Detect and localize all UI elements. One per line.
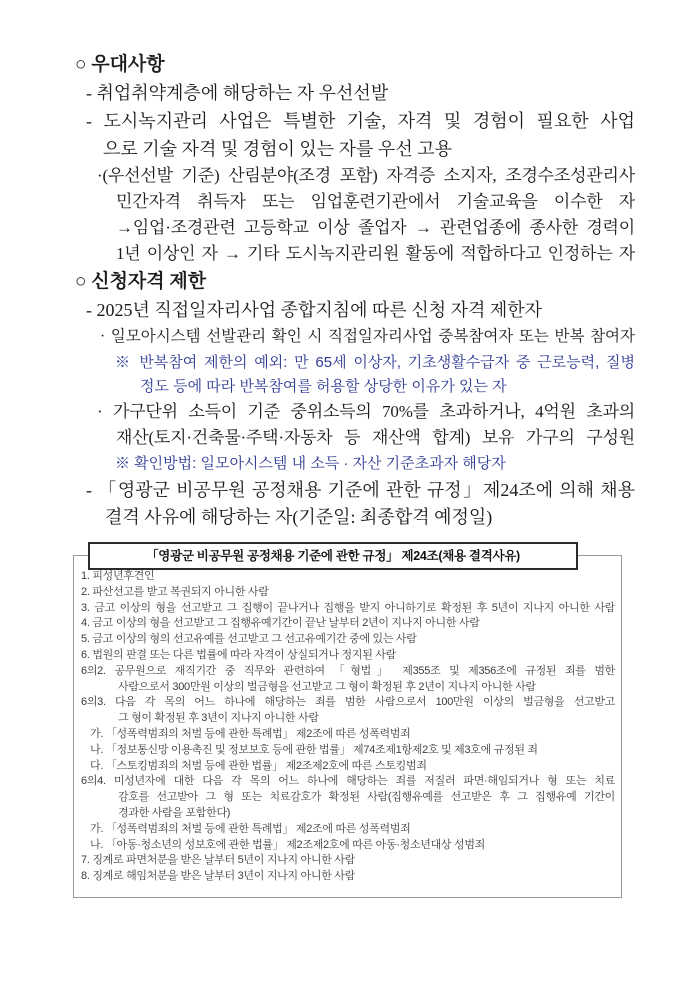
body-line: 1년 이상인 자 → 기타 도시녹지관리원 활동에 적합하다고 인정하는 자 — [116, 244, 635, 263]
body-line: 민간자격 취득자 또는 임업훈련기관에서 기술교육을 이수한 자 — [116, 192, 635, 211]
body-line: · 가구단위 소득이 기준 중위소득의 70%를 초과하거나, 4억원 초과의 — [97, 402, 635, 421]
body-line: 재산(토지·건축물·주택·자동차 등 재산액 합계) 보유 가구의 구성원 — [116, 428, 635, 447]
box-line: 1. 피성년후견인 — [81, 570, 155, 582]
box-line: 그 형이 확정된 후 3년이 지나지 아니한 사람 — [118, 712, 319, 725]
box-line: 다. 「스토킹범죄의 처벌 등에 관한 법률」 제2조제2호에 따른 스토킹범죄 — [90, 759, 427, 772]
body-line: ※ 반복참여 제한의 예외: 만 65세 이상자, 기초생활수급자 중 근로능력, 질병 — [115, 354, 635, 371]
body-line: ○ 신청자격 제한 — [75, 271, 207, 292]
box-line: 나. 「정보통신망 이용촉진 및 정보보호 등에 관한 법률」 제74조제1항제2호 및 제3호에 규정된 죄 — [90, 743, 538, 756]
box-line: 2. 파산선고를 받고 복권되지 아니한 사람 — [81, 585, 269, 598]
box-line: 6의3. 다음 각 목의 어느 하나에 해당하는 죄를 범한 사람으로서 100만원 이상의 벌금형을 선고받고 — [81, 696, 615, 709]
box-line: 5. 금고 이상의 형의 선고유예를 선고받고 그 선고유예기간 중에 있는 사람 — [81, 633, 417, 646]
box-line: 가. 「성폭력범죄의 처벌 등에 관한 특례법」 제2조에 따른 성폭력범죄 — [90, 727, 411, 740]
box-line: 7. 징계로 파면처분을 받은 날부터 5년이 지나지 아니한 사람 — [81, 854, 355, 867]
box-line: 사람으로서 300만원 이상의 벌금형을 선고받고 그 형이 확정된 후 2년이 지나지 아니한 사람 — [118, 680, 536, 693]
regulation-box — [73, 549, 622, 898]
body-line: ·(우선선발 기준) 산림분야(조경 포함) 자격증 소지자, 조경수조성관리사 — [97, 166, 635, 185]
body-line: ※ 확인방법: 일모아시스템 내 소득 · 자산 기준초과자 해당자 — [115, 455, 506, 472]
body-line: ○ 우대사항 — [75, 54, 165, 75]
body-line: 결격 사유에 해당하는 자(기준일: 최종합격 예정일) — [105, 507, 493, 527]
body-line: →임업·조경관련 고등학교 이상 졸업자 → 관련업종에 종사한 경력이 — [116, 218, 635, 237]
body-line: 정도 등에 따라 반복참여를 허용할 상당한 이유가 있는 자 — [140, 378, 507, 395]
box-line: 경과한 사람을 포함한다) — [118, 806, 231, 819]
box-line: 8. 징계로 해임처분을 받은 날부터 3년이 지나지 아니한 사람 — [81, 870, 355, 883]
box-line: 가. 「성폭력범죄의 처벌 등에 관한 특례법」 제2조에 따른 성폭력범죄 — [90, 822, 411, 835]
regulation-list — [74, 569, 621, 885]
body-line: - 취업취약계층에 해당하는 자 우선선발 — [86, 83, 389, 103]
box-line: 감호를 선고받아 그 형 또는 치료감호가 확정된 사람(집행유예를 선고받은 후 그 집행유예 기간이 — [118, 791, 615, 804]
regulation-box-title: 「영광군 비공무원 공정채용 기준에 관한 규정」 제24조(채용 결격사유) — [88, 542, 578, 570]
body-text — [0, 50, 700, 531]
body-line: - 2025년 직접일자리사업 종합지침에 따른 신청 자격 제한자 — [86, 300, 543, 320]
body-line: - 「영광군 비공무원 공정채용 기준에 관한 규정」제24조에 의해 채용 — [86, 480, 635, 500]
body-line: - 도시녹지관리 사업은 특별한 기술, 자격 및 경험이 필요한 사업 — [86, 111, 635, 131]
box-line: 6. 법원의 판결 또는 다른 법률에 따라 자격이 상실되거나 정지된 사람 — [81, 648, 396, 661]
body-line: · 일모아시스템 선발관리 확인 시 직접일자리사업 중복참여자 또는 반복 참여자 — [100, 328, 635, 345]
box-line: 6의2. 공무원으로 재직기간 중 직무와 관련하여 「형법」 제355조 및 제356조에 규정된 죄를 범한 — [81, 664, 615, 677]
box-line: 6의4. 미성년자에 대한 다음 각 목의 어느 하나에 해당하는 죄를 저질러 파면·해임되거나 형 또는 치료 — [81, 775, 615, 788]
box-line: 3. 금고 이상의 형을 선고받고 그 집행이 끝나거나 집행을 받지 아니하기로 확정된 후 5년이 지나지 아니한 사람 — [81, 601, 615, 614]
body-line: 으로 기술 자격 및 경험이 있는 자를 우선 고용 — [103, 139, 452, 159]
box-line: 4. 금고 이상의 형을 선고받고 그 집행유예기간이 끝난 날부터 2년이 지나지 아니한 사람 — [81, 617, 480, 630]
box-line: 나. 「아동·청소년의 성보호에 관한 법률」 제2조제2호에 따른 아동·청소년대상 성범죄 — [90, 838, 485, 851]
